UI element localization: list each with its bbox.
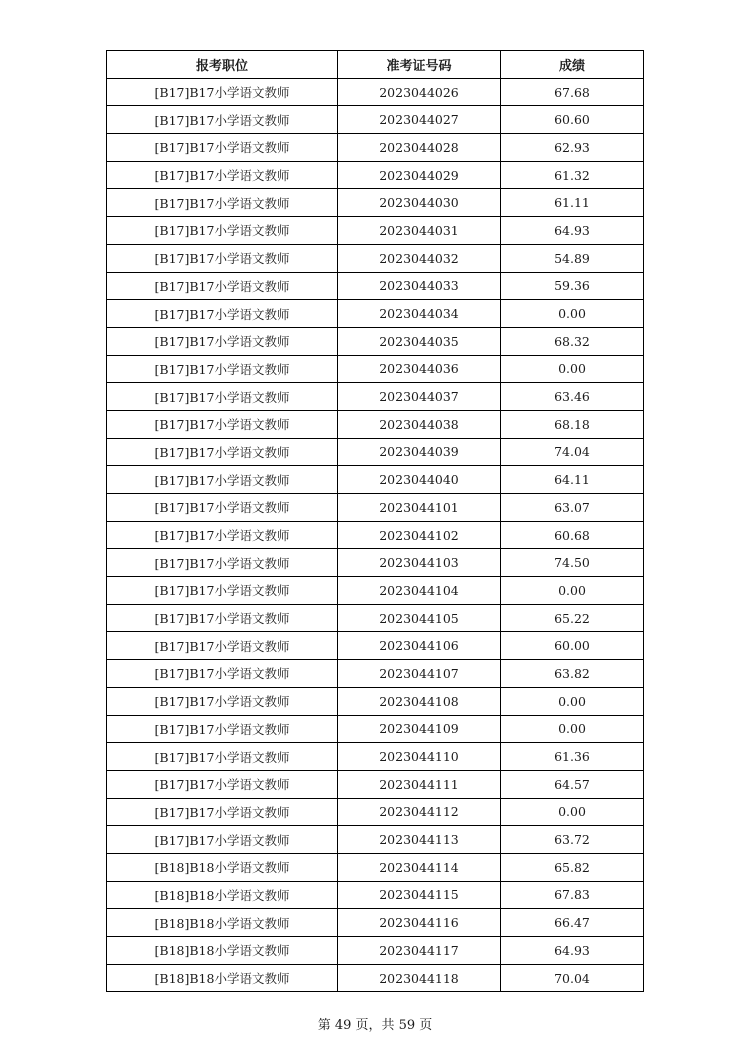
cell-position: [B17]B17小学语文教师	[107, 798, 338, 826]
table-row	[107, 715, 644, 743]
table-row	[107, 604, 644, 632]
cell-position: [B17]B17小学语文教师	[107, 549, 338, 577]
cell-position: [B17]B17小学语文教师	[107, 687, 338, 715]
table-row	[107, 494, 644, 522]
cell-score: 0.00	[501, 798, 644, 826]
table-row	[107, 466, 644, 494]
table-row	[107, 937, 644, 965]
header-row	[107, 51, 644, 79]
table-row	[107, 687, 644, 715]
table-row	[107, 577, 644, 605]
cell-position: [B17]B17小学语文教师	[107, 770, 338, 798]
table-row	[107, 632, 644, 660]
cell-admission-number: 2023044034	[338, 300, 501, 328]
table-row	[107, 272, 644, 300]
cell-admission-number: 2023044107	[338, 660, 501, 688]
cell-admission-number: 2023044030	[338, 189, 501, 217]
cell-position: [B17]B17小学语文教师	[107, 632, 338, 660]
table-row	[107, 438, 644, 466]
table-row	[107, 743, 644, 771]
cell-score: 74.50	[501, 549, 644, 577]
cell-position: [B17]B17小学语文教师	[107, 217, 338, 245]
cell-admission-number: 2023044036	[338, 355, 501, 383]
cell-position: [B17]B17小学语文教师	[107, 300, 338, 328]
cell-score: 0.00	[501, 300, 644, 328]
cell-score: 64.93	[501, 217, 644, 245]
table-row	[107, 521, 644, 549]
cell-admission-number: 2023044118	[338, 964, 501, 992]
cell-score: 59.36	[501, 272, 644, 300]
cell-admission-number: 2023044108	[338, 687, 501, 715]
cell-admission-number: 2023044038	[338, 410, 501, 438]
cell-admission-number: 2023044111	[338, 770, 501, 798]
table-row	[107, 244, 644, 272]
table-row	[107, 660, 644, 688]
cell-score: 68.18	[501, 410, 644, 438]
cell-admission-number: 2023044114	[338, 853, 501, 881]
cell-score: 63.46	[501, 383, 644, 411]
cell-position: [B17]B17小学语文教师	[107, 826, 338, 854]
cell-position: [B17]B17小学语文教师	[107, 134, 338, 162]
score-table	[106, 50, 644, 992]
cell-admission-number: 2023044032	[338, 244, 501, 272]
header-position: 报考职位	[107, 51, 338, 79]
cell-score: 62.93	[501, 134, 644, 162]
cell-position: [B17]B17小学语文教师	[107, 577, 338, 605]
cell-score: 65.22	[501, 604, 644, 632]
cell-admission-number: 2023044028	[338, 134, 501, 162]
cell-position: [B17]B17小学语文教师	[107, 410, 338, 438]
cell-admission-number: 2023044033	[338, 272, 501, 300]
cell-admission-number: 2023044027	[338, 106, 501, 134]
cell-position: [B17]B17小学语文教师	[107, 438, 338, 466]
cell-admission-number: 2023044026	[338, 78, 501, 106]
table-row	[107, 964, 644, 992]
cell-position: [B17]B17小学语文教师	[107, 355, 338, 383]
cell-score: 74.04	[501, 438, 644, 466]
cell-admission-number: 2023044112	[338, 798, 501, 826]
cell-position: [B17]B17小学语文教师	[107, 244, 338, 272]
cell-score: 0.00	[501, 715, 644, 743]
cell-admission-number: 2023044113	[338, 826, 501, 854]
table-row	[107, 410, 644, 438]
cell-score: 65.82	[501, 853, 644, 881]
cell-position: [B17]B17小学语文教师	[107, 106, 338, 134]
cell-position: [B17]B17小学语文教师	[107, 660, 338, 688]
cell-admission-number: 2023044115	[338, 881, 501, 909]
table-row	[107, 909, 644, 937]
cell-score: 60.00	[501, 632, 644, 660]
table-row	[107, 327, 644, 355]
cell-admission-number: 2023044035	[338, 327, 501, 355]
cell-admission-number: 2023044105	[338, 604, 501, 632]
cell-position: [B18]B18小学语文教师	[107, 937, 338, 965]
cell-admission-number: 2023044104	[338, 577, 501, 605]
cell-admission-number: 2023044029	[338, 161, 501, 189]
cell-position: [B17]B17小学语文教师	[107, 161, 338, 189]
cell-admission-number: 2023044109	[338, 715, 501, 743]
cell-position: [B18]B18小学语文教师	[107, 853, 338, 881]
page-number-footer: 第 49 页，共 59 页	[317, 1018, 433, 1033]
table-row	[107, 189, 644, 217]
cell-admission-number: 2023044106	[338, 632, 501, 660]
cell-score: 60.68	[501, 521, 644, 549]
cell-position: [B18]B18小学语文教师	[107, 909, 338, 937]
cell-position: [B17]B17小学语文教师	[107, 383, 338, 411]
table-row	[107, 549, 644, 577]
table-row	[107, 78, 644, 106]
cell-position: [B17]B17小学语文教师	[107, 521, 338, 549]
cell-admission-number: 2023044103	[338, 549, 501, 577]
table-row	[107, 826, 644, 854]
cell-score: 66.47	[501, 909, 644, 937]
cell-admission-number: 2023044110	[338, 743, 501, 771]
score-table-body	[107, 78, 644, 992]
cell-score: 63.72	[501, 826, 644, 854]
cell-score: 67.68	[501, 78, 644, 106]
cell-admission-number: 2023044101	[338, 494, 501, 522]
cell-score: 0.00	[501, 577, 644, 605]
cell-score: 64.11	[501, 466, 644, 494]
cell-score: 70.04	[501, 964, 644, 992]
cell-score: 63.07	[501, 494, 644, 522]
cell-score: 60.60	[501, 106, 644, 134]
cell-position: [B17]B17小学语文教师	[107, 743, 338, 771]
table-row	[107, 106, 644, 134]
cell-score: 67.83	[501, 881, 644, 909]
table-row	[107, 134, 644, 162]
cell-score: 68.32	[501, 327, 644, 355]
table-row	[107, 300, 644, 328]
cell-score: 63.82	[501, 660, 644, 688]
cell-admission-number: 2023044116	[338, 909, 501, 937]
table-row	[107, 853, 644, 881]
cell-position: [B17]B17小学语文教师	[107, 604, 338, 632]
cell-position: [B17]B17小学语文教师	[107, 494, 338, 522]
header-admission-number: 准考证号码	[338, 51, 501, 79]
cell-position: [B17]B17小学语文教师	[107, 272, 338, 300]
table-row	[107, 161, 644, 189]
cell-score: 64.93	[501, 937, 644, 965]
table-row	[107, 798, 644, 826]
cell-admission-number: 2023044031	[338, 217, 501, 245]
header-score: 成绩	[501, 51, 644, 79]
cell-position: [B17]B17小学语文教师	[107, 327, 338, 355]
cell-admission-number: 2023044117	[338, 937, 501, 965]
table-row	[107, 383, 644, 411]
score-table-header	[107, 51, 644, 79]
cell-admission-number: 2023044039	[338, 438, 501, 466]
cell-score: 54.89	[501, 244, 644, 272]
table-row	[107, 355, 644, 383]
table-row	[107, 881, 644, 909]
cell-position: [B18]B18小学语文教师	[107, 964, 338, 992]
cell-admission-number: 2023044102	[338, 521, 501, 549]
cell-score: 61.11	[501, 189, 644, 217]
cell-admission-number: 2023044037	[338, 383, 501, 411]
cell-position: [B17]B17小学语文教师	[107, 189, 338, 217]
cell-score: 0.00	[501, 355, 644, 383]
cell-admission-number: 2023044040	[338, 466, 501, 494]
cell-position: [B17]B17小学语文教师	[107, 78, 338, 106]
table-row	[107, 770, 644, 798]
cell-position: [B17]B17小学语文教师	[107, 715, 338, 743]
table-row	[107, 217, 644, 245]
cell-score: 64.57	[501, 770, 644, 798]
cell-score: 61.32	[501, 161, 644, 189]
cell-score: 61.36	[501, 743, 644, 771]
cell-position: [B17]B17小学语文教师	[107, 466, 338, 494]
cell-score: 0.00	[501, 687, 644, 715]
cell-position: [B18]B18小学语文教师	[107, 881, 338, 909]
